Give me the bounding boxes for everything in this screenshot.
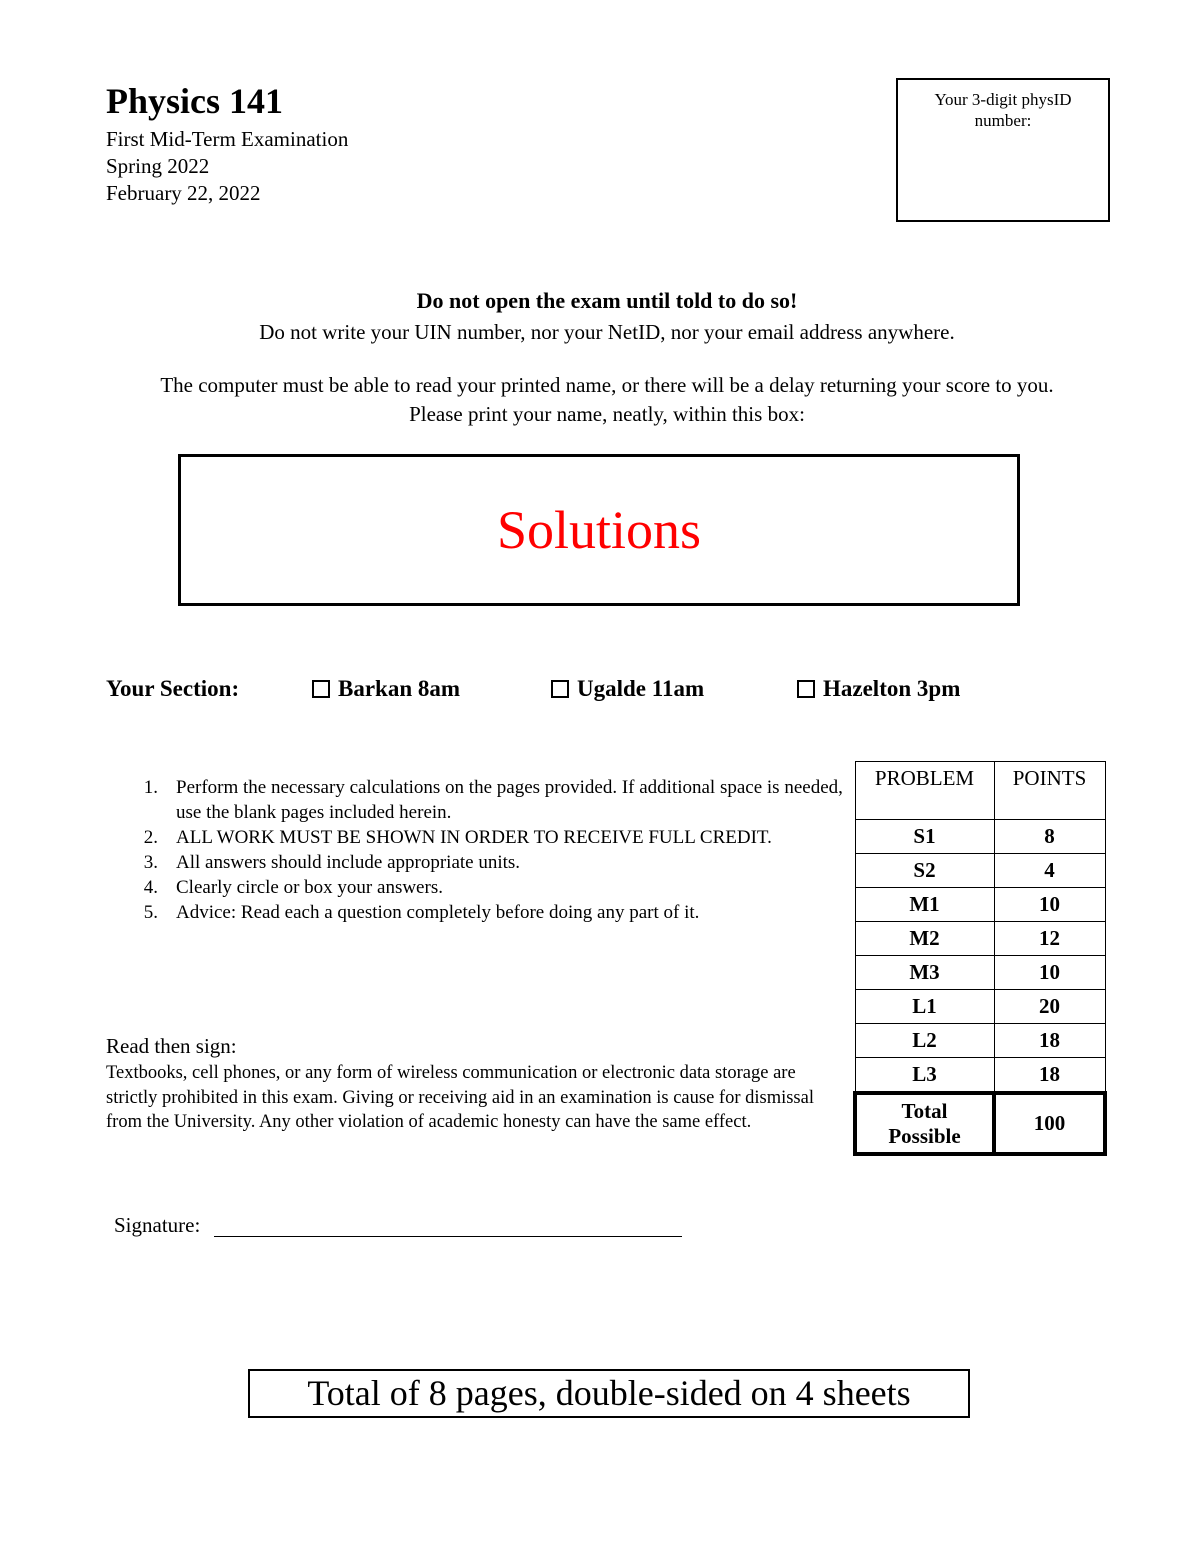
checkbox-icon[interactable] [551, 680, 569, 698]
problem-cell: M2 [855, 922, 994, 956]
table-row [855, 1024, 1105, 1058]
points-cell: 4 [994, 854, 1105, 888]
total-label-line1: Total [901, 1098, 948, 1123]
table-row [855, 854, 1105, 888]
table-row [855, 888, 1105, 922]
table-row [855, 820, 1105, 854]
rule-text: ALL WORK MUST BE SHOWN IN ORDER TO RECEIVE FULL CREDIT. [176, 827, 772, 848]
table-row [855, 956, 1105, 990]
honesty-statement: Textbooks, cell phones, or any form of wireless communication or electronic data storage are strictly prohibited in this exam. Giving or receiving aid in an examination is cause for dismissal from the University. Any other violation of academic honesty can have the same effect. [106, 1063, 814, 1132]
problem-cell: M3 [855, 956, 994, 990]
total-value-cell: 100 [994, 1093, 1105, 1154]
section-option-barkan[interactable] [312, 676, 460, 702]
name-box[interactable] [178, 454, 1020, 606]
course-title: Physics 141 [106, 81, 284, 121]
rule-number: 4. [143, 877, 158, 898]
total-label-line2: Possible [888, 1123, 961, 1148]
section-option-hazelton[interactable] [797, 676, 960, 702]
rule-text: Advice: Read each a question completely before doing any part of it. [176, 902, 700, 923]
exam-term: Spring 2022 [106, 154, 210, 178]
rule-text: Perform the necessary calculations on the pages provided. If additional space is needed, use the blank pages included herein. [176, 777, 843, 823]
rule-item [136, 825, 846, 850]
total-label-cell [855, 1093, 994, 1154]
points-cell: 20 [994, 990, 1105, 1024]
honesty-heading: Read then sign: [106, 1034, 237, 1058]
table-row [855, 1058, 1105, 1094]
points-cell: 18 [994, 1058, 1105, 1094]
section-option-label: Hazelton 3pm [823, 676, 961, 701]
no-uin-instruction: Do not write your UIN number, nor your NetID, nor your email address anywhere. [259, 320, 955, 344]
rule-number: 1. [143, 777, 158, 798]
do-not-open-warning: Do not open the exam until told to do so! [416, 288, 798, 313]
rule-number: 2. [143, 827, 158, 848]
header-problem: PROBLEM [855, 762, 994, 820]
section-option-label: Barkan 8am [338, 676, 461, 701]
checkbox-icon[interactable] [312, 680, 330, 698]
score-table [853, 761, 1107, 1156]
points-cell: 10 [994, 956, 1105, 990]
exam-date: February 22, 2022 [106, 181, 261, 205]
problem-cell: L2 [855, 1024, 994, 1058]
print-name-instruction: Please print your name, neatly, within this box: [409, 402, 805, 426]
name-value: Solutions [496, 500, 702, 560]
table-row [855, 990, 1105, 1024]
section-label: Your Section: [106, 676, 240, 701]
rule-number: 3. [143, 852, 158, 873]
problem-cell: L1 [855, 990, 994, 1024]
checkbox-icon[interactable] [797, 680, 815, 698]
computer-read-instruction: The computer must be able to read your printed name, or there will be a delay returning your score to you. [160, 373, 1054, 397]
problem-cell: L3 [855, 1058, 994, 1094]
section-option-ugalde[interactable] [551, 676, 704, 702]
exam-rules-list [136, 775, 846, 925]
problem-cell: S2 [855, 854, 994, 888]
points-cell: 18 [994, 1024, 1105, 1058]
points-cell: 12 [994, 922, 1105, 956]
rule-item [136, 900, 846, 925]
rule-text: All answers should include appropriate units. [176, 852, 521, 873]
physid-box[interactable] [896, 78, 1110, 222]
signature-line[interactable] [214, 1236, 682, 1237]
section-option-label: Ugalde 11am [577, 676, 705, 701]
points-cell: 10 [994, 888, 1105, 922]
problem-cell: M1 [855, 888, 994, 922]
problem-cell: S1 [855, 820, 994, 854]
exam-name: First Mid-Term Examination [106, 127, 349, 151]
points-cell: 8 [994, 820, 1105, 854]
physid-label: Your 3-digit physID number: [934, 90, 1072, 130]
total-row [855, 1093, 1105, 1154]
rule-number: 5. [143, 902, 158, 923]
table-row [855, 922, 1105, 956]
rule-item [136, 850, 846, 875]
rule-item [136, 875, 846, 900]
rule-item [136, 775, 846, 825]
rule-text: Clearly circle or box your answers. [176, 877, 443, 898]
header-points: POINTS [994, 762, 1105, 820]
pages-note: Total of 8 pages, double-sided on 4 sheets [248, 1369, 970, 1418]
table-header-row [855, 762, 1105, 820]
signature-label: Signature: [114, 1213, 201, 1237]
